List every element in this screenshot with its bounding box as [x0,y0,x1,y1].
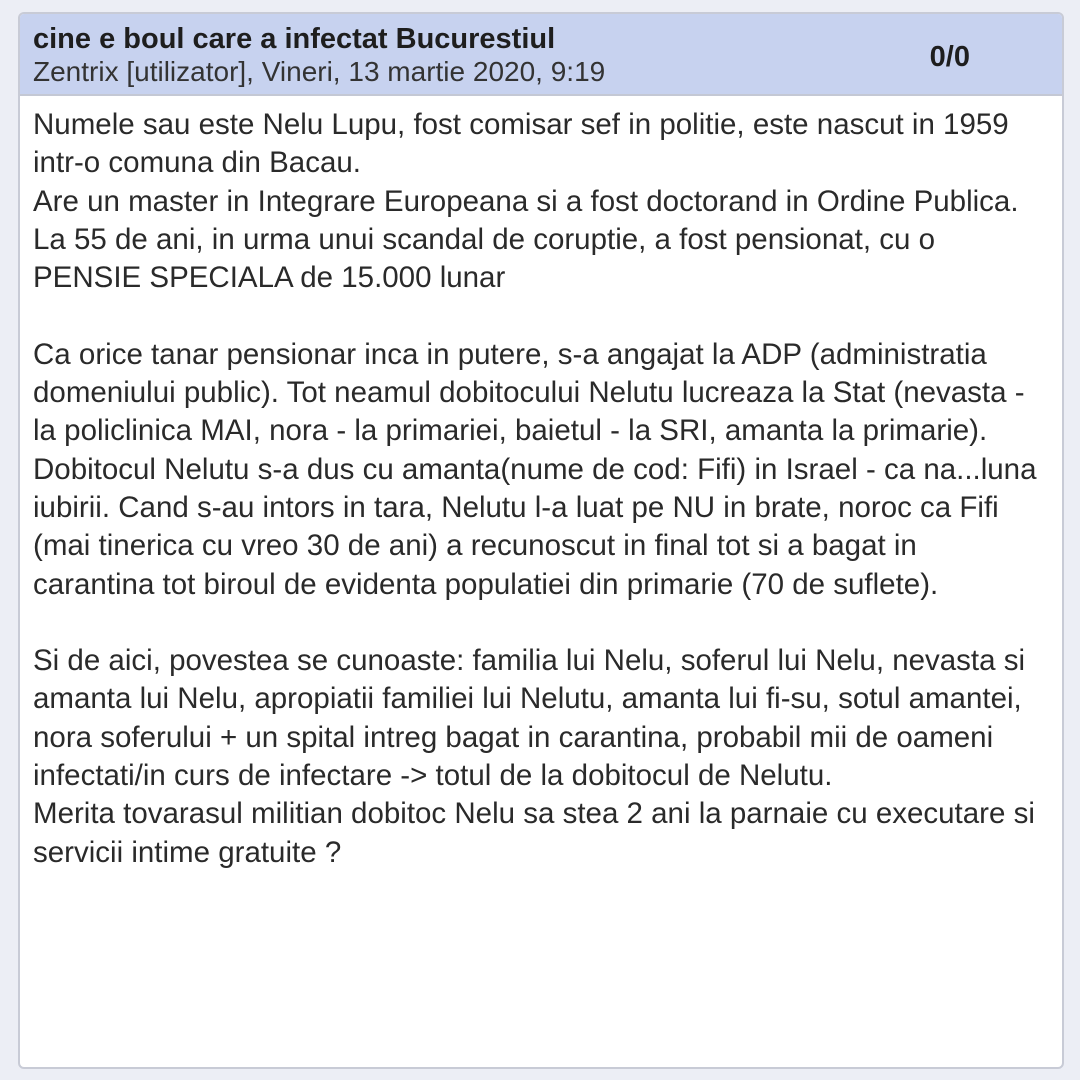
post-title[interactable]: cine e boul care a infectat Bucurestiul [33,23,556,55]
paragraph-spacer [33,604,1046,642]
post-paragraph: Are un master in Integrare Europeana si a fost doctorand in Ordine Publica. [33,184,1019,218]
post-meta: Zentrix [utilizator], Vineri, 13 martie 2020, 9:19 [33,56,606,87]
vote-score: 0/0 [929,41,970,73]
post-paragraph: Ca orice tanar pensionar inca in putere, s-a angajat la ADP (administratia domeniului public). Tot neamul dobitocului Nelutu lucreaza la Stat (nevasta - la policlinica MAI, nora - la primariei, baietul - la SRI, amanta la primarie). Dobitocul Nelutu s-a dus cu amanta(nume de cod: Fifi) in Israel - ca na...luna iubirii. Cand s-au intors in tara, Nelutu l-a luat pe NU in brate, noroc ca Fifi (mai tinerica cu vreo 30 de ani) a recunoscut in final tot si a bagat in carantina tot biroul de evidenta populatiei din primarie (70 de suflete). [33,337,1037,601]
post-paragraph: Merita tovarasul militian dobitoc Nelu sa stea 2 ani la parnaie cu executare si servicii intime gratuite ? [33,797,1035,869]
post-paragraph: Numele sau este Nelu Lupu, fost comisar sef in politie, este nascut in 1959 intr-o comuna din Bacau. [33,108,1009,180]
paragraph-spacer [33,297,1046,335]
post-header [20,14,1062,96]
forum-post [18,12,1064,1069]
post-paragraph: Si de aici, povestea se cunoaste: familia lui Nelu, soferul lui Nelu, nevasta si amanta lui Nelu, apropiatii familiei lui Nelutu, amanta lui fi-su, sotul amantei, nora soferului + un spital intreg bagat in carantina, probabil mii de oameni infectati/in curs de infectare -> totul de la dobitocul de Nelutu. [33,644,1026,793]
post-body [20,96,1062,872]
post-paragraph: La 55 de ani, in urma unui scandal de coruptie, a fost pensionat, cu o PENSIE SPECIALA de 15.000 lunar [33,222,935,295]
